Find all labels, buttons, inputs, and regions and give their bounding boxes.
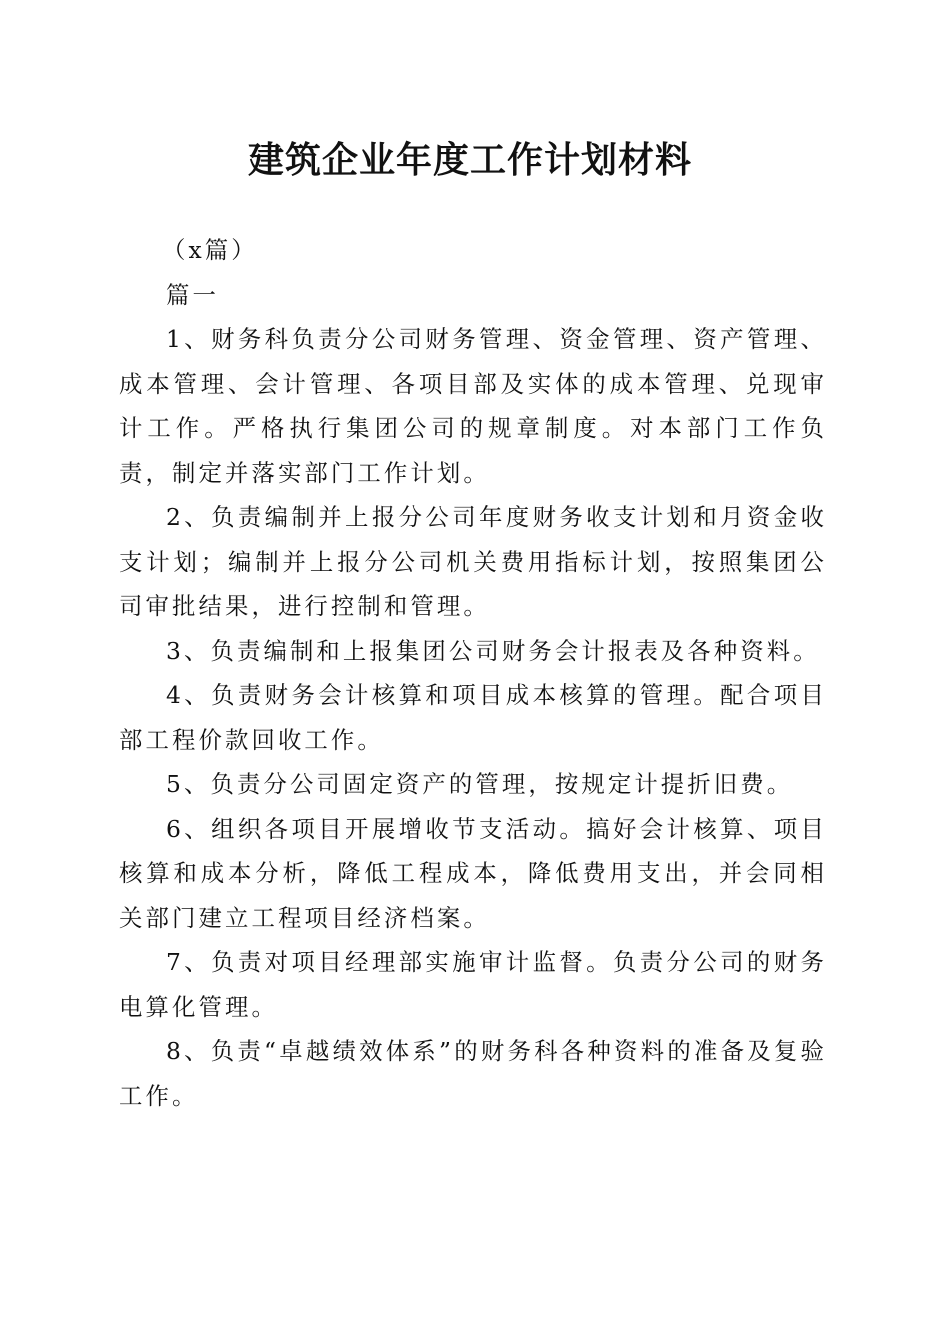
document-body xyxy=(119,228,827,1118)
paragraph-1: 1、财务科负责分公司财务管理、资金管理、资产管理、成本管理、会计管理、各项目部及实体的成本管理、兑现审计工作。严格执行集团公司的规章制度。对本部门工作负责，制定并落实部门工作计划。 xyxy=(119,325,827,487)
paragraph-6: 6、组织各项目开展增收节支活动。搞好会计核算、项目核算和成本分析，降低工程成本，降低费用支出，并会同相关部门建立工程项目经济档案。 xyxy=(119,814,827,932)
paragraph-7: 7、负责对项目经理部实施审计监督。负责分公司的财务电算化管理。 xyxy=(119,948,827,1021)
paragraph-5: 5、负责分公司固定资产的管理，按规定计提折旧费。 xyxy=(166,770,794,798)
subtitle: （x篇） xyxy=(162,236,258,264)
paragraph-4: 4、负责财务会计核算和项目成本核算的管理。配合项目部工程价款回收工作。 xyxy=(119,681,827,754)
document-title: 建筑企业年度工作计划材料 xyxy=(247,139,692,181)
paragraph-8: 8、负责“卓越绩效体系”的财务科各种资料的准备及复验工作。 xyxy=(119,1037,827,1110)
paragraph-3: 3、负责编制和上报集团公司财务会计报表及各种资料。 xyxy=(166,636,820,665)
paragraph-2: 2、负责编制并上报分公司年度财务收支计划和月资金收支计划；编制并上报分公司机关费用指标计划，按照集团公司审批结果，进行控制和管理。 xyxy=(119,503,827,620)
section-heading: 篇一 xyxy=(166,280,219,309)
